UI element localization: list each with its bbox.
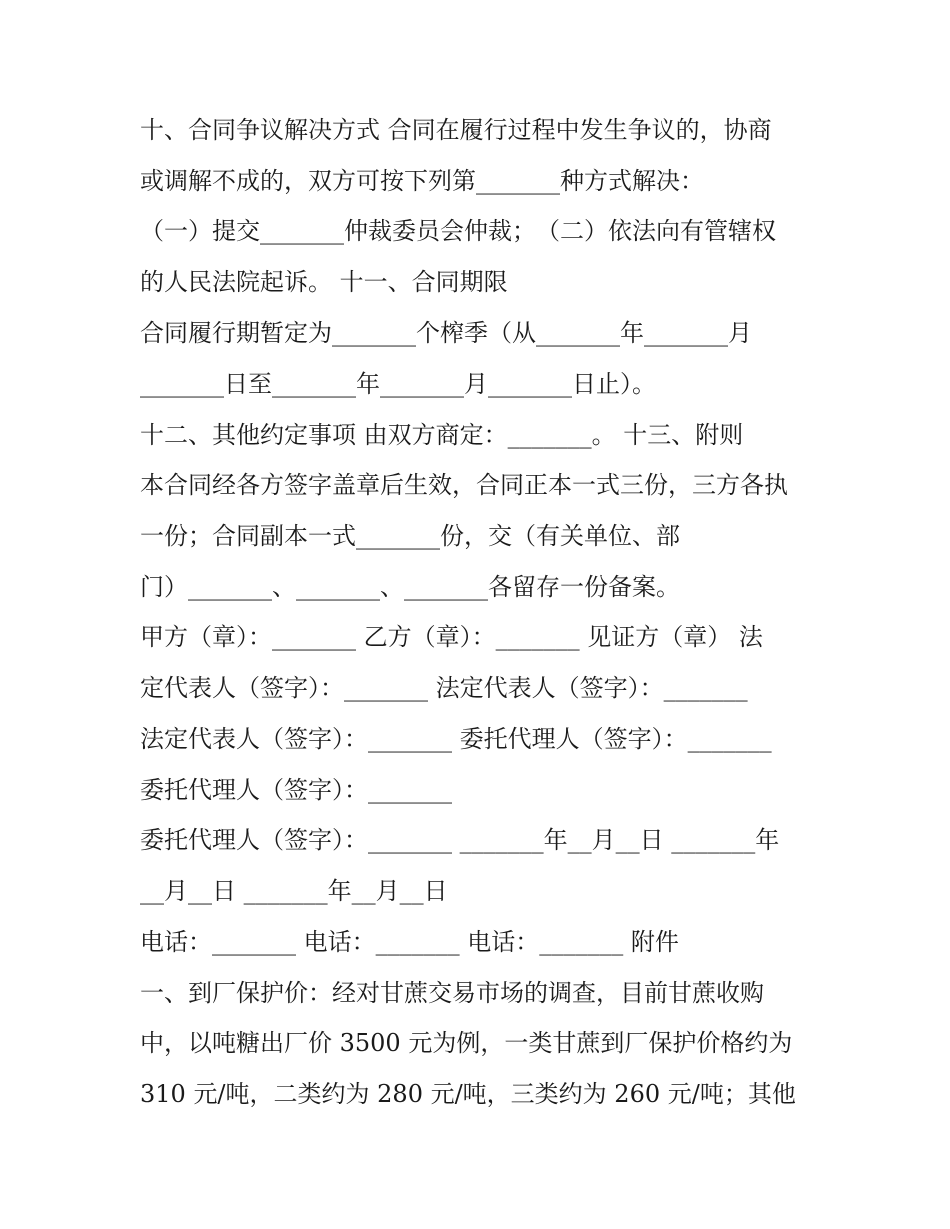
text-line: 一份；合同副本一式_______份，交（有关单位、部 [140, 522, 680, 550]
text-line: 合同履行期暂定为_______个榨季（从_______年_______月 [140, 319, 752, 347]
text-line: 一、到厂保护价：经对甘蔗交易市场的调查，目前甘蔗收购 [140, 979, 764, 1007]
text-line: 法定代表人（签字）：_______ 委托代理人（签字）：_______ [140, 725, 772, 753]
text-line: 甲方（章）：_______ 乙方（章）：_______ 见证方（章） 法 [140, 623, 763, 651]
text-line: __月__日 _______年__月__日 [140, 877, 448, 905]
text-line: 的人民法院起诉。 十一、合同期限 [140, 268, 508, 296]
text-line: 委托代理人（签字）：_______ _______年__月__日 _______年 [140, 826, 780, 854]
text-line: （一）提交_______仲裁委员会仲裁； （二）依法向有管辖权 [140, 217, 776, 245]
text-line: 中，以吨糖出厂价 3500 元为例，一类甘蔗到厂保护价格约为 [140, 1029, 793, 1057]
text-line: 本合同经各方签字盖章后生效，合同正本一式三份，三方各执 [140, 471, 788, 499]
text-line: 或调解不成的，双方可按下列第_______种方式解决： [140, 167, 704, 195]
text-line: 310 元/吨，二类约为 280 元/吨，三类约为 260 元/吨；其他 [140, 1080, 796, 1108]
text-line: _______日至_______年_______月_______日止）。 [140, 370, 656, 398]
text-line: 定代表人（签字）：_______ 法定代表人（签字）：_______ [140, 674, 748, 702]
text-line: 电话：_______ 电话：_______ 电话：_______ 附件 [140, 928, 679, 956]
text-line: 十二、其他约定事项 由双方商定：_______。 十三、附则 [140, 421, 744, 449]
text-line: 十、合同争议解决方式 合同在履行过程中发生争议的，协商 [140, 116, 772, 144]
text-line: 委托代理人（签字）：_______ [140, 776, 452, 804]
text-line: 门）_______、_______、_______各留存一份备案。 [140, 573, 680, 601]
